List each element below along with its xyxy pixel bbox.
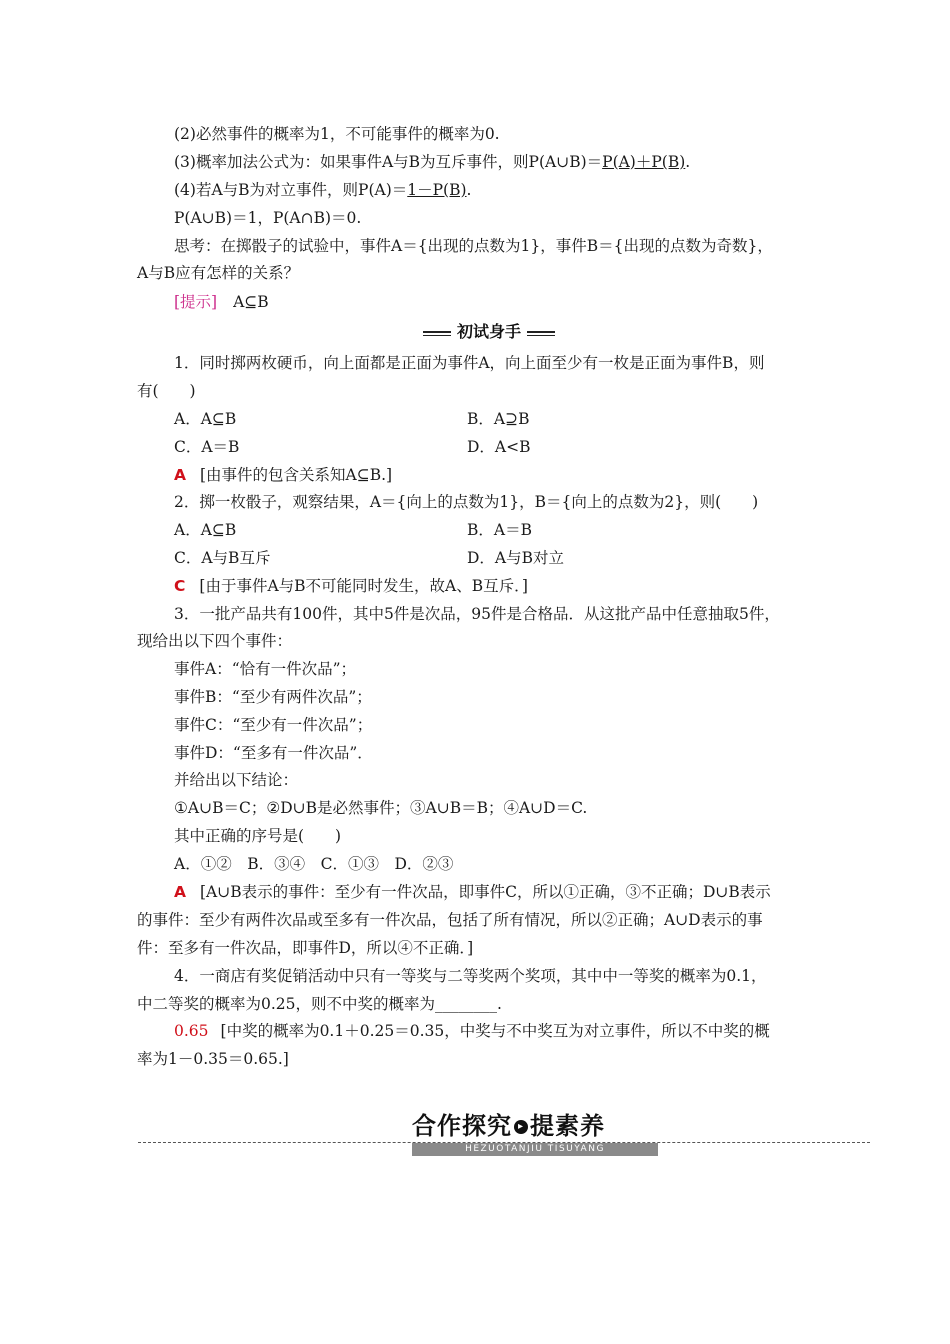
- text-line-3-a: (3)概率加法公式为：如果事件A与B为互斥事件，则P(A∪B)＝: [174, 153, 603, 171]
- q4-answer: 0.65: [174, 1022, 209, 1040]
- q1-answer-line: [174, 465, 392, 485]
- text-line-4-answer: 1－P(B): [407, 181, 467, 199]
- hint-label: [提示]: [174, 293, 218, 311]
- q4-explanation-1: [中奖的概率为0.1＋0.25＝0.35，中奖与不中奖互为对立事件，所以不中奖的概: [220, 1022, 770, 1040]
- q2-option-b: B．A＝B: [467, 521, 532, 539]
- text-line-2: (2)必然事件的概率为1，不可能事件的概率为0.: [174, 125, 500, 143]
- text-line-4-a: (4)若A与B为对立事件，则P(A)＝: [174, 181, 408, 199]
- q2-option-a: A．A⊆B: [174, 521, 237, 539]
- q3-conclusions: ①A∪B＝C；②D∪B是必然事件；③A∪B＝B；④A∪D＝C.: [174, 799, 588, 817]
- q2-option-d: D．A与B对立: [467, 549, 565, 567]
- q1-option-b: B．A⊇B: [467, 410, 530, 428]
- q3-event-d: 事件D：“至多有一件次品”．: [174, 744, 373, 762]
- tag-label: 初试身手: [451, 320, 527, 344]
- q3-event-a: 事件A：“恰有一件次品”；: [174, 660, 357, 678]
- q1-option-a: A．A⊆B: [174, 410, 237, 428]
- q3-conclusion-intro: 并给出以下结论：: [174, 771, 299, 789]
- q3-explanation-2: 的事件：至少有两件次品或至多有一件次品，包括了所有情况，所以②正确；A∪D表示的事: [137, 911, 763, 929]
- q3-stem-2: 现给出以下四个事件：: [137, 632, 293, 650]
- hint-line: [174, 292, 269, 312]
- q1-stem-2: 有( ): [137, 382, 196, 400]
- text-line-3: (3)概率加法公式为：如果事件A与B为互斥事件，则P(A∪B)＝P(A)＋P(B).: [174, 153, 691, 171]
- q2-answer-line: [174, 576, 528, 596]
- q3-stem-1: 3．一批产品共有100件，其中5件是次品，95件是合格品．从这批产品中任意抽取5件，: [174, 605, 780, 623]
- q4-stem-2: 中二等奖的概率为0.25，则不中奖的概率为________.: [137, 995, 502, 1013]
- q1-option-c: C．A＝B: [174, 438, 240, 456]
- hint-text: A⊆B: [233, 293, 269, 311]
- q2-option-c: C．A与B互斥: [174, 549, 271, 567]
- section-title-a: 合作探究: [412, 1112, 512, 1140]
- think-line-1: 思考：在掷骰子的试验中，事件A＝{出现的点数为1}，事件B＝{出现的点数为奇数}，: [174, 237, 773, 255]
- q1-answer: A: [174, 466, 186, 484]
- text-line-5: P(A∪B)＝1，P(A∩B)＝0.: [174, 209, 362, 227]
- section-subtitle: HEZUOTANJIU TISUYANG: [412, 1143, 658, 1156]
- q2-answer: C: [174, 577, 186, 595]
- q1-stem-1: 1．同时掷两枚硬币，向上面都是正面为事件A，向上面至少有一枚是正面为事件B，则: [174, 354, 765, 372]
- q4-answer-line: [174, 1021, 770, 1041]
- q3-question: 其中正确的序号是( ): [174, 827, 342, 845]
- q2-stem: 2．掷一枚骰子，观察结果，A＝{向上的点数为1}，B＝{向上的点数为2}，则( ): [174, 493, 759, 511]
- q3-explanation-1: [A∪B表示的事件：至少有一件次品，即事件C，所以①正确，③不正确；D∪B表示: [200, 883, 771, 901]
- q3-options: A．①② B．③④ C．①③ D．②③: [174, 855, 454, 873]
- think-line-2: A与B应有怎样的关系？: [137, 264, 300, 282]
- q4-explanation-2: 率为1－0.35＝0.65.]: [137, 1050, 289, 1068]
- q2-explanation: [由于事件A与B不可能同时发生，故A、B互斥．]: [199, 577, 528, 595]
- q1-explanation: [由事件的包含关系知A⊆B.]: [200, 466, 393, 484]
- text-line-3-answer: P(A)＋P(B): [602, 153, 686, 171]
- section-title-b: 提素养: [530, 1112, 605, 1140]
- q4-stem-1: 4．一商店有奖促销活动中只有一等奖与二等奖两个奖项，其中中一等奖的概率为0.1，: [174, 967, 767, 985]
- q3-answer-line: [174, 882, 771, 902]
- section-tag-trial: [423, 320, 555, 344]
- section-header-cooperation: [412, 1110, 658, 1156]
- q3-explanation-3: 件：至多有一件次品，即事件D，所以④不正确．]: [137, 939, 474, 957]
- q1-option-d: D．A<B: [467, 438, 531, 456]
- q3-event-b: 事件B：“至少有两件次品”；: [174, 688, 372, 706]
- q3-answer: A: [174, 883, 186, 901]
- text-line-4: (4)若A与B为对立事件，则P(A)＝1－P(B).: [174, 181, 472, 199]
- arrow-icon: ▸: [514, 1120, 528, 1134]
- section-title: [412, 1110, 658, 1142]
- q3-event-c: 事件C：“至少有一件次品”；: [174, 716, 373, 734]
